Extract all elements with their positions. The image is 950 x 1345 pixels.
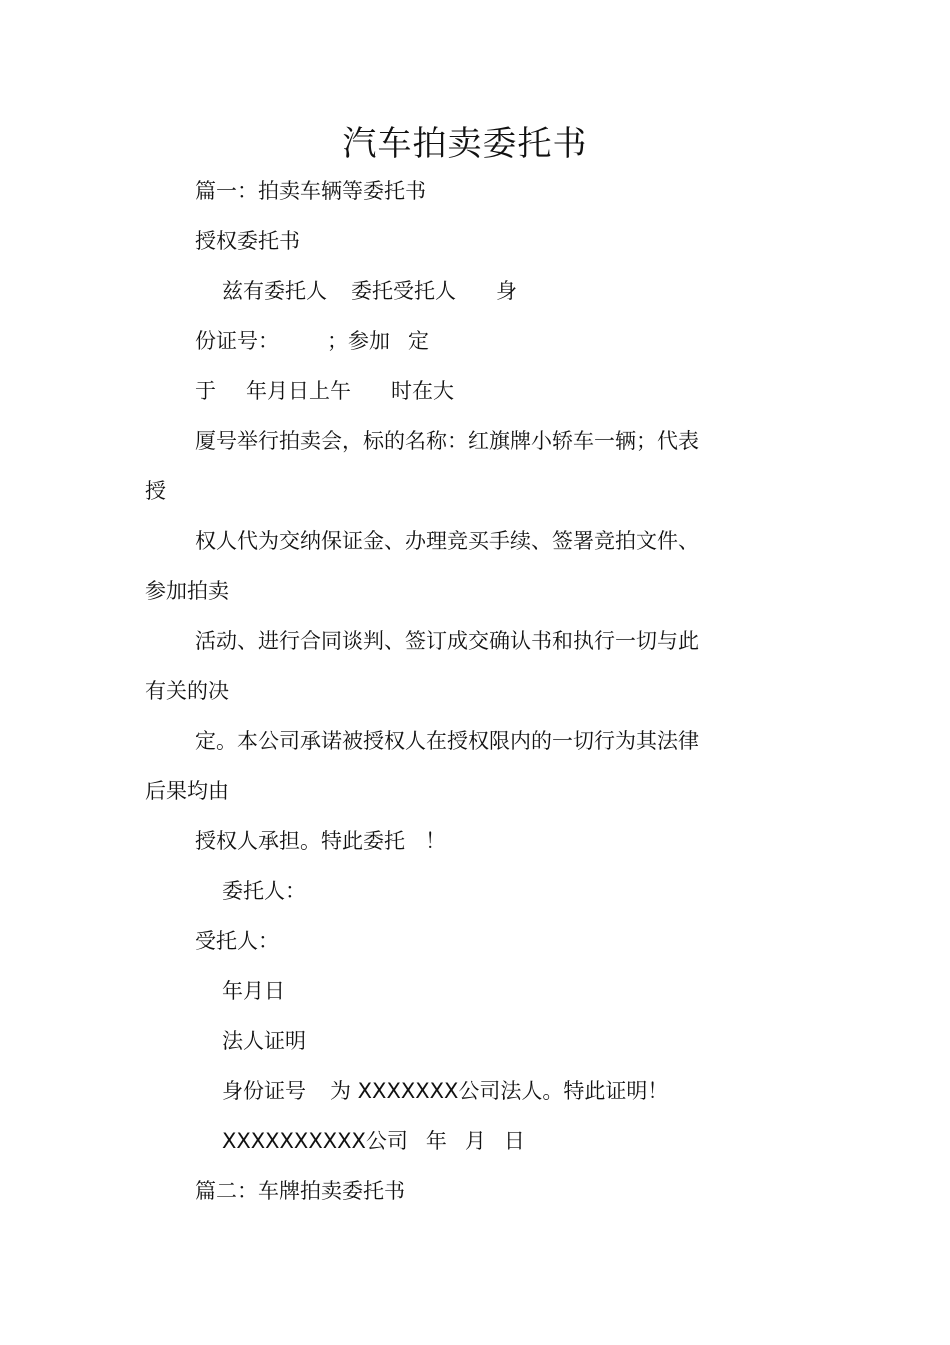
body-line	[222, 1076, 668, 1106]
body-line	[195, 326, 429, 356]
date-line: 年月日	[222, 979, 285, 1003]
signature-label-trustee: 受托人：	[195, 929, 279, 953]
body-line: 定。本公司承诺被授权人在授权限内的一切行为其法律	[195, 729, 699, 753]
body-line: 权人代为交纳保证金、办理竞买手续、签署竞拍文件、	[195, 529, 699, 553]
body-line: 有关的决	[145, 679, 229, 703]
text-segment: 份证号：	[195, 329, 279, 353]
text-segment: 年月日上午	[246, 379, 351, 403]
section-heading-2: 篇二：车牌拍卖委托书	[195, 1179, 405, 1203]
text-segment: 月	[464, 1129, 486, 1153]
body-line	[195, 826, 446, 856]
text-segment: 日	[503, 1129, 525, 1153]
body-line: 参加拍卖	[145, 579, 229, 603]
text-segment: ；参加	[327, 329, 390, 353]
text-segment: 年	[425, 1129, 447, 1153]
body-line	[195, 376, 454, 406]
text-segment: 身份证号	[222, 1079, 306, 1103]
body-line: 厦号举行拍卖会，标的名称：红旗牌小轿车一辆；代表	[195, 429, 699, 453]
text-segment: XXXXXXXXXX公司	[222, 1129, 408, 1153]
subheading: 授权委托书	[195, 229, 300, 253]
text-segment: 委托受托人	[351, 279, 456, 303]
signature-label-entrustor: 委托人：	[222, 879, 306, 903]
text-segment: 定	[408, 329, 429, 353]
body-line: 活动、进行合同谈判、签订成交确认书和执行一切与此	[195, 629, 699, 653]
text-segment: 于	[195, 379, 216, 403]
text-segment: 授权人承担。特此委托	[195, 829, 405, 853]
text-segment: 为 XXXXXXX公司法人。特此证明！	[330, 1079, 669, 1103]
text-segment: 身	[496, 279, 517, 303]
document-title: 汽车拍卖委托书	[342, 124, 588, 164]
company-date-line	[222, 1126, 525, 1156]
text-segment: 时在大	[391, 379, 454, 403]
subheading: 法人证明	[222, 1029, 306, 1053]
body-line: 后果均由	[145, 779, 229, 803]
text-segment: ！	[425, 829, 446, 853]
section-heading-1: 篇一：拍卖车辆等委托书	[195, 179, 426, 203]
body-line	[222, 276, 517, 306]
text-segment: 兹有委托人	[222, 279, 327, 303]
body-line: 授	[145, 479, 166, 503]
